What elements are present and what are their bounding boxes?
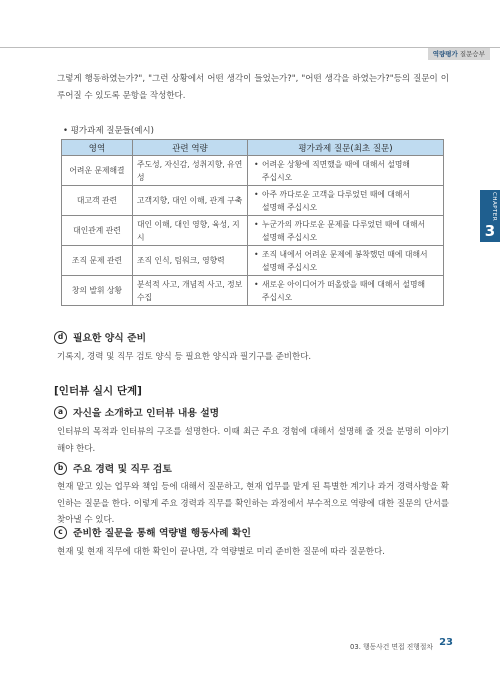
running-header xyxy=(428,48,490,60)
section-title: [인터뷰 실시 단계] xyxy=(54,385,142,397)
subheading-career xyxy=(54,461,172,475)
running-header-rest: 질문승부 xyxy=(457,50,485,58)
cell-question: • 어려운 상황에 직면했을 때에 대해서 설명해 주십시오 xyxy=(248,156,444,186)
subheading-intro xyxy=(54,405,219,419)
header-area: 영역 xyxy=(62,140,133,156)
circled-letter-a: a xyxy=(54,406,67,419)
table-body xyxy=(62,156,444,306)
table-header-row xyxy=(62,140,444,156)
cell-question: • 조직 내에서 어려운 문제에 봉착했던 때에 대해서 설명해 주십시오 xyxy=(248,246,444,276)
subheading-competency xyxy=(54,525,251,539)
cell-area: 대고객 관련 xyxy=(62,186,133,216)
question-line-2: 주십시오 xyxy=(262,172,293,182)
intro-paragraph: 그렇게 행동하였는가?", "그런 상황에서 어떤 생각이 들었는가?", "어떤 생각을 하였는가?"등의 질문이 이루어질 수 있도록 문항을 작성한다. xyxy=(57,74,449,101)
table-row xyxy=(62,216,444,246)
footer-text: 03. 행동사건 면접 진행절차 xyxy=(350,643,433,651)
table-caption: • 평가과제 질문들(예시) xyxy=(63,126,154,136)
question-line-2: 설명해 주십시오 xyxy=(262,232,318,242)
cell-area: 창의 발휘 상황 xyxy=(62,276,133,306)
circled-letter-d: d xyxy=(54,331,67,344)
cell-question: • 새로운 아이디어가 떠올랐을 때에 대해서 설명해 주십시오 xyxy=(248,276,444,306)
table-row xyxy=(62,276,444,306)
chapter-label: CHAPTER xyxy=(491,192,497,222)
table-row xyxy=(62,156,444,186)
intro-step-paragraph: 인터뷰의 목적과 인터뷰의 구조를 설명한다. 이때 최근 주요 경험에 대해서 설명해 줄 것을 분명히 이야기해야 한다. xyxy=(57,427,449,454)
cell-competency: 주도성, 자신감, 성취지향, 유연성 xyxy=(133,156,248,186)
question-line-2: 설명해 주십시오 xyxy=(262,262,318,272)
career-paragraph: 현재 맡고 있는 업무와 책임 등에 대해서 질문하고, 현재 업무를 맡게 된 특별한 계기나 과거 경력사항을 확인하는 질문을 한다. 이렇게 주요 경력과 직무를 확인하는 과정에서 부수적으로 역량에 대한 질문의 단서를 찾아낼 수 있다. xyxy=(57,482,449,525)
subheading-intro-title: 자신을 소개하고 인터뷰 내용 설명 xyxy=(73,408,220,419)
cell-question: • 아주 까다로운 고객을 다루었던 때에 대해서 설명해 주십시오 xyxy=(248,186,444,216)
question-line-2: 주십시오 xyxy=(262,292,293,302)
question-line-1: 아주 까다로운 고객을 다루었던 때에 대해서 xyxy=(262,189,410,199)
question-line-1: 누군가의 까다로운 문제를 다루었던 때에 대해서 xyxy=(262,219,426,229)
chapter-number: 3 xyxy=(484,222,496,240)
header-competency: 관련 역량 xyxy=(133,140,248,156)
circled-letter-c: c xyxy=(54,526,67,539)
header-rule xyxy=(0,47,500,48)
cell-competency: 조직 인식, 팀워크, 영향력 xyxy=(133,246,248,276)
question-line-1: 조직 내에서 어려운 문제에 봉착했던 때에 대해서 xyxy=(262,249,428,259)
cell-question: • 누군가의 까다로운 문제를 다루었던 때에 대해서 설명해 주십시오 xyxy=(248,216,444,246)
cell-competency: 고객지향, 대인 이해, 관계 구축 xyxy=(133,186,248,216)
question-line-2: 설명해 주십시오 xyxy=(262,202,318,212)
cell-area: 조직 문제 관련 xyxy=(62,246,133,276)
question-line-1: 새로운 아이디어가 떠올랐을 때에 대해서 설명해 xyxy=(262,279,426,289)
cell-area: 대인관계 관련 xyxy=(62,216,133,246)
running-header-strong: 역량평가 xyxy=(432,50,458,58)
subheading-career-title: 주요 경력 및 직무 검토 xyxy=(73,464,172,475)
cell-competency: 분석적 사고, 개념적 사고, 정보 수집 xyxy=(133,276,248,306)
header-question: 평가과제 질문(최초 질문) xyxy=(248,140,444,156)
forms-paragraph: 기록지, 경력 및 직무 검토 양식 등 필요한 양식과 필기구를 준비한다. xyxy=(57,352,312,362)
table-row xyxy=(62,186,444,216)
subheading-forms xyxy=(54,330,146,344)
circled-letter-b: b xyxy=(54,462,67,475)
question-line-1: 어려운 상황에 직면했을 때에 대해서 설명해 xyxy=(262,159,410,169)
page-number: 23 xyxy=(439,637,453,648)
cell-competency: 대인 이해, 대인 영향, 육성, 지시 xyxy=(133,216,248,246)
chapter-tab xyxy=(480,190,500,242)
cell-area: 어려운 문제해결 xyxy=(62,156,133,186)
subheading-forms-title: 필요한 양식 준비 xyxy=(73,333,147,344)
evaluation-question-table xyxy=(61,139,444,306)
subheading-competency-title: 준비한 질문을 통해 역량별 행동사례 확인 xyxy=(73,528,251,539)
competency-paragraph: 현재 및 현재 직무에 대한 확인이 끝나면, 각 역량별로 미리 준비한 질문에 따라 질문한다. xyxy=(57,547,385,557)
table-row xyxy=(62,246,444,276)
